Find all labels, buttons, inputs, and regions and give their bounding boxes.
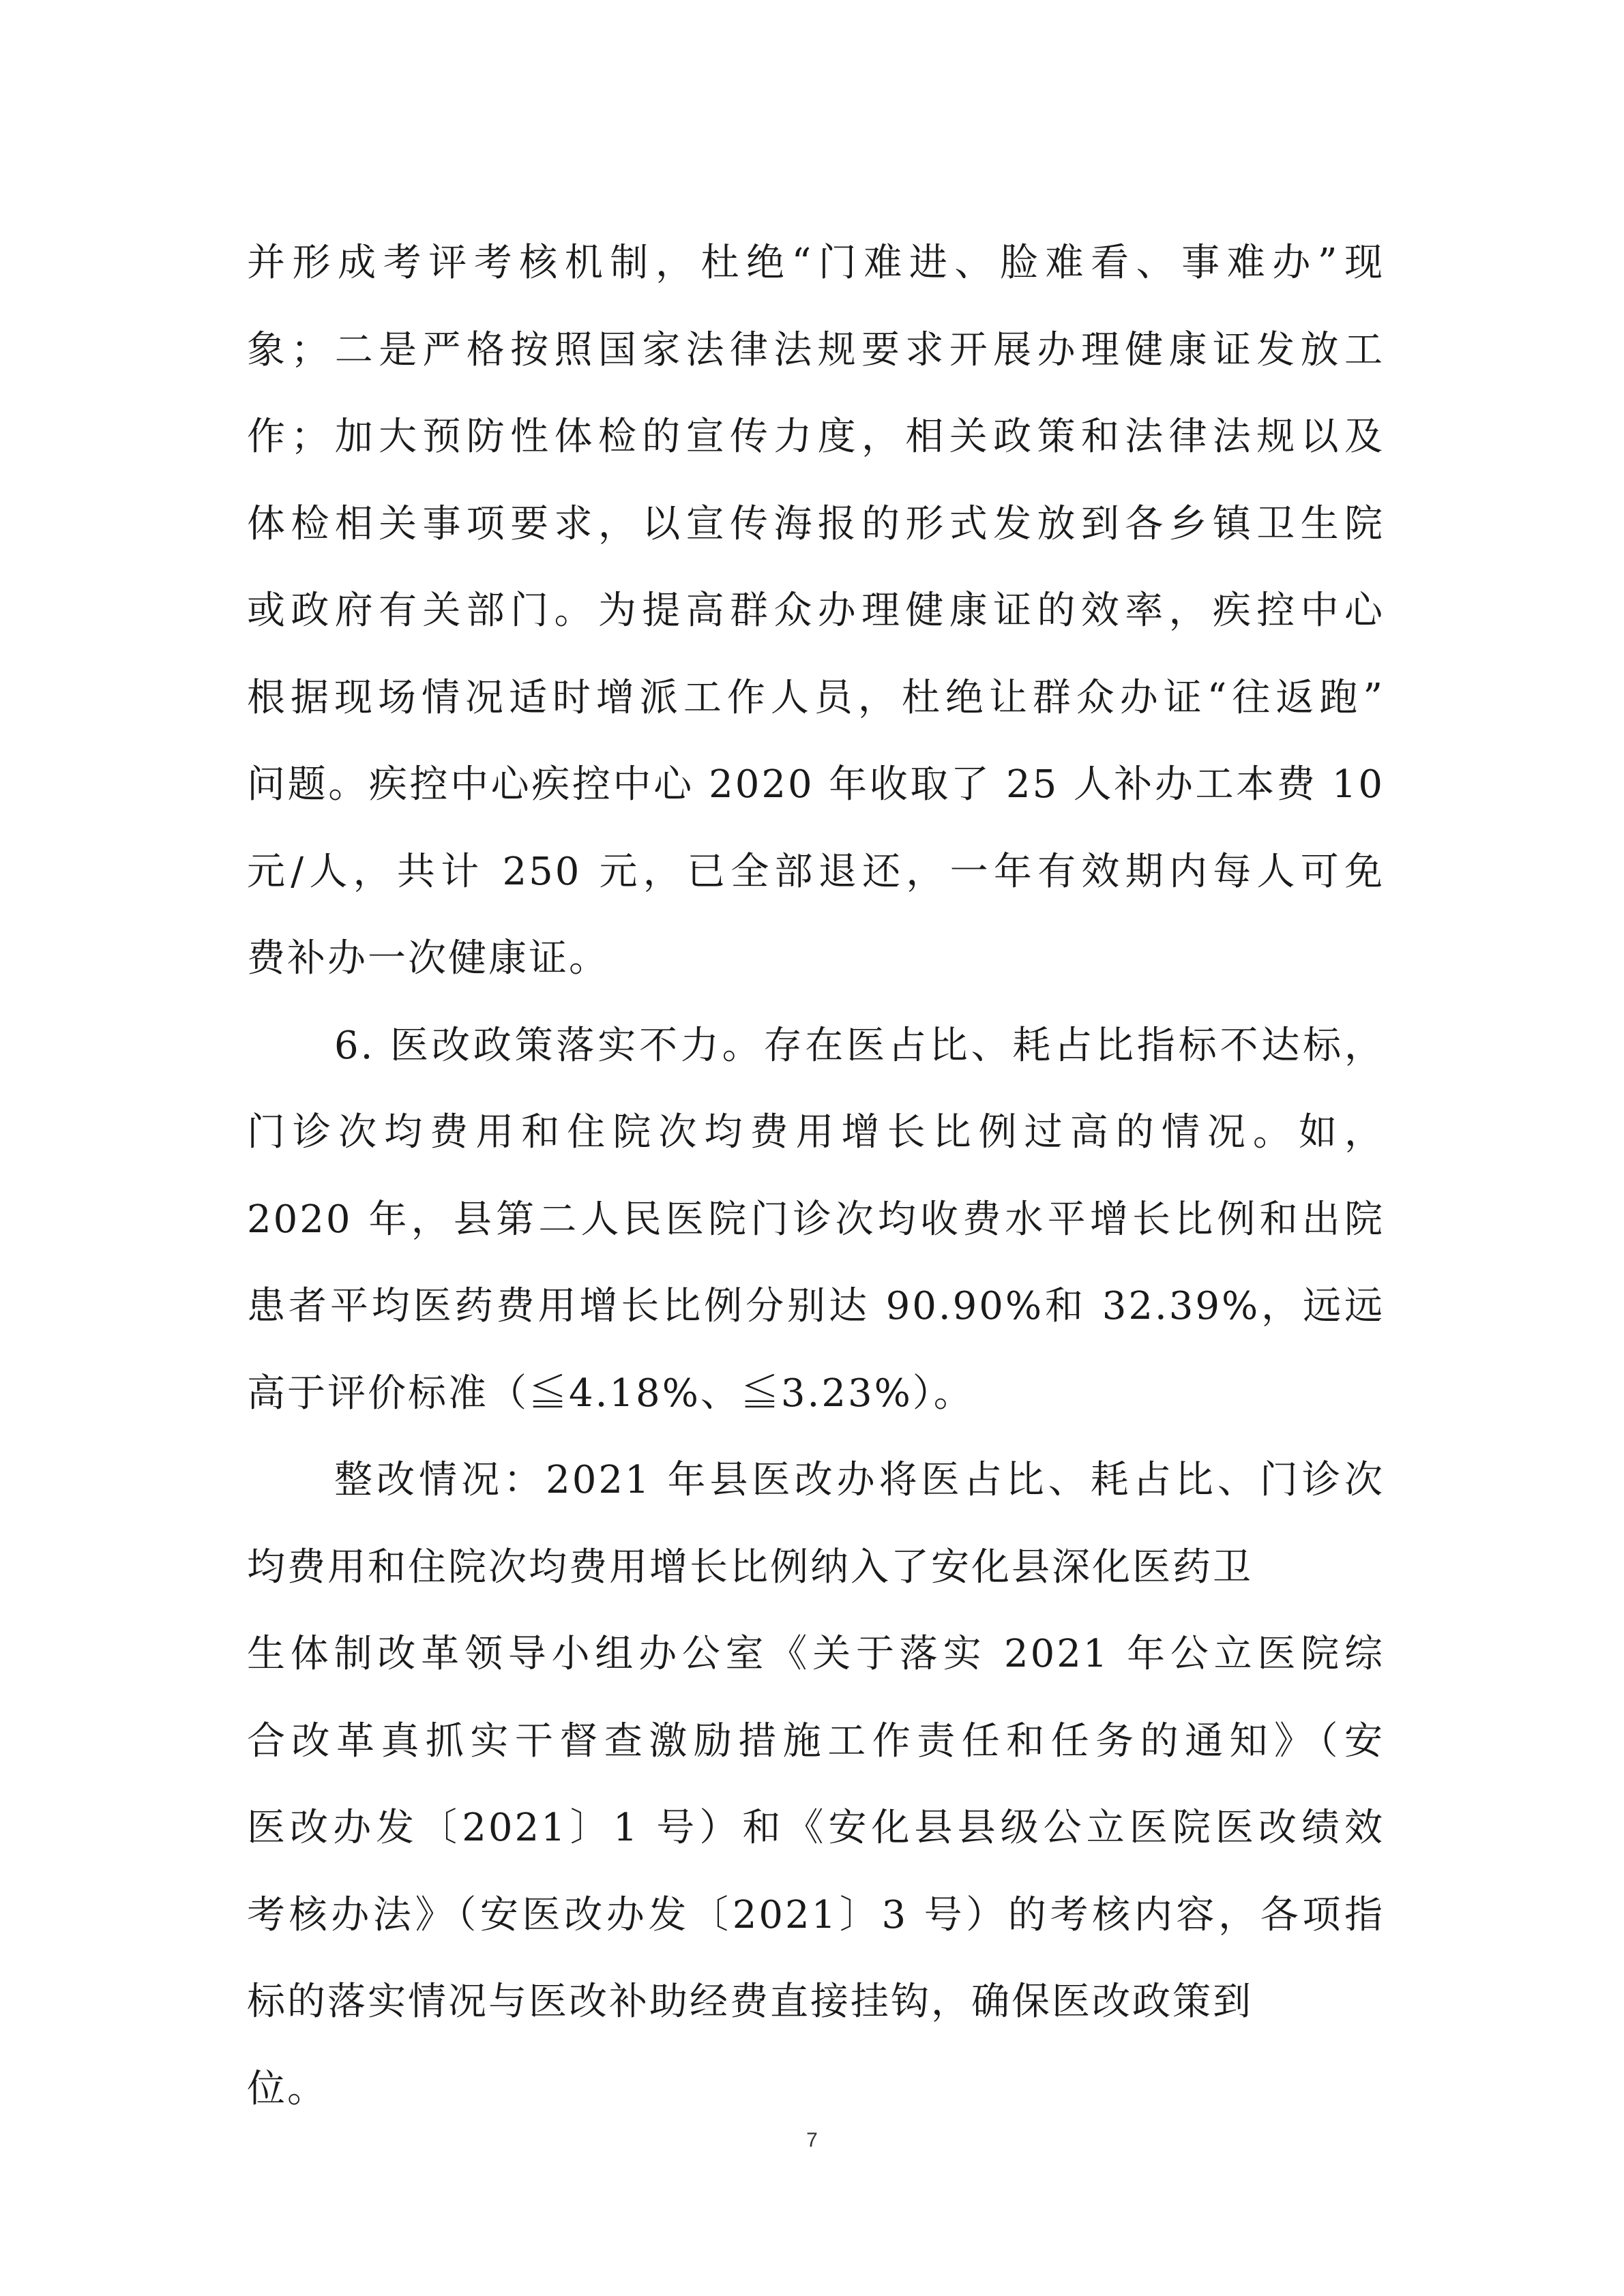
page-number: 7: [806, 2129, 818, 2151]
text-line: 位。: [247, 2066, 327, 2111]
text-line: 6. 医改政策落实不力。存在医占比、耗占比指标不达标，: [334, 1023, 1385, 1068]
text-line: 高于评价标准（≦4.18%、≦3.23%）。: [247, 1371, 974, 1416]
text-line: 均费用和住院次均费用增长比例纳入了安化县深化医药卫: [247, 1545, 1253, 1590]
text-line: 考核办法》（安医改办发〔2021〕3 号）的考核内容，各项指: [247, 1892, 1385, 1937]
text-line: 生体制改革领导小组办公室《关于落实 2021 年公立医院综: [247, 1632, 1385, 1676]
text-line: 元/人，共计 250 元，已全部退还，一年有效期内每人可免: [247, 849, 1385, 894]
text-line: 或政府有关部门。为提高群众办理健康证的效率，疾控中心: [247, 588, 1385, 633]
text-line: 患者平均医药费用增长比例分别达 90.90%和 32.39%，远远: [247, 1284, 1385, 1328]
text-line: 2020 年，县第二人民医院门诊次均收费水平增长比例和出院: [247, 1197, 1385, 1242]
text-line: 整改情况：2021 年县医改办将医占比、耗占比、门诊次: [334, 1458, 1385, 1502]
text-line: 标的落实情况与医改补助经费直接挂钩，确保医改政策到: [247, 1980, 1253, 2024]
text-line: 费补办一次健康证。: [247, 936, 609, 981]
text-line: 体检相关事项要求，以宣传海报的形式发放到各乡镇卫生院: [247, 501, 1385, 546]
text-line: 并形成考评考核机制，杜绝“门难进、脸难看、事难办”现: [247, 241, 1385, 285]
text-line: 根据现场情况适时增派工作人员，杜绝让群众办证“往返跑”: [247, 675, 1385, 720]
text-line: 作；加大预防性体检的宣传力度，相关政策和法律法规以及: [247, 415, 1385, 459]
body-text: [247, 220, 1385, 2132]
text-line: 问题。疾控中心疾控中心 2020 年收取了 25 人补办工本费 10: [247, 762, 1385, 807]
text-line: 象；二是严格按照国家法律法规要求开展办理健康证发放工: [247, 327, 1385, 372]
text-line: 医改办发〔2021〕1 号）和《安化县县级公立医院医改绩效: [247, 1806, 1385, 1850]
text-line: 门诊次均费用和住院次均费用增长比例过高的情况。如，: [247, 1110, 1385, 1154]
text-line: 合改革真抓实干督查激励措施工作责任和任务的通知》（安: [247, 1718, 1385, 1763]
